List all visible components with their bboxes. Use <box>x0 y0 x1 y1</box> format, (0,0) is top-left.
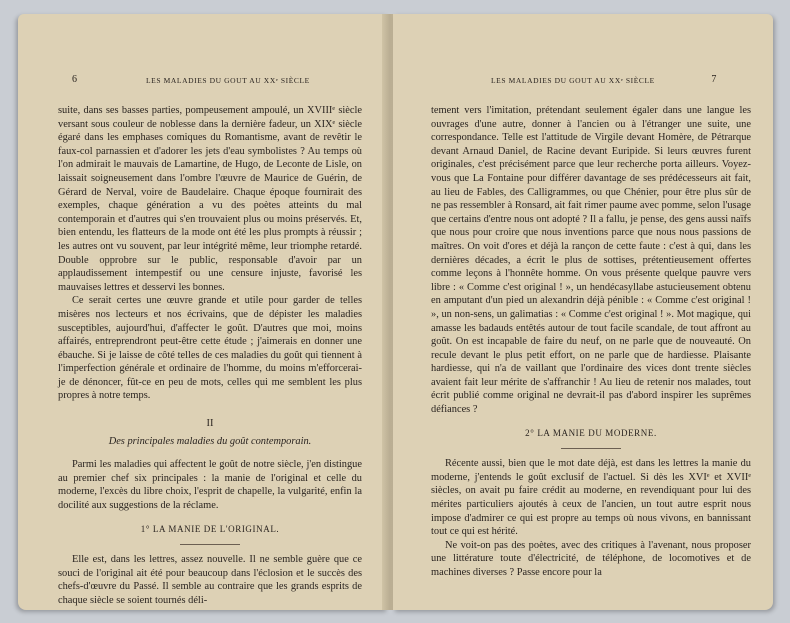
left-paragraph-4: Elle est, dans les lettres, assez nouvelle. Il ne semble guère que ce souci de l'original ait été pour beaucoup dans l'éclosion et le succès des chefs-d'œuvre du Passé. Il semble au contraire que les grands esprits de chaque siècle se soient tournés déli- <box>58 554 362 606</box>
right-paragraph-1: tement vers l'imitation, prétendant seulement égaler dans une langue les ouvrages d'une autre, donner à l'ancien ou à l'étranger une suite, une correspondance. Telle est l'attitude de Virgile devant Homère, de Pétrarque devant Arnaud Daniel, de Racine devant Euripide. Si leurs œuvres furent originales, c'est précisément parce que leur recherche porta ailleurs. Voyez-vous que La Fontaine pour différer davantage de ses prédécesseurs ait fait, au lieu de Fables, des Calligrammes, ou que Chénier, pour être plus sûr de ne pas ressembler à Ronsard, ait fait rimer paume avec pomme, selon l'usage que certains d'entre nous ont adopté ? Il a fallu, je pense, des gens aussi naïfs que nous pour croire que nous inventions parce que nous nous passions de maîtres. On voit d'ores et déjà la rançon de cette faute : c'est à qui, dans les dernières décades, a écrit le plus de sottises, prétentieusement offertes comme leçons à l'honnête homme. On vous présente quelque pauvre vers libre : « Comme c'est original ! », un hendécasyllabe astucieusement obtenu en amputant d'un pied un alexandrin déjà pénible : « Comme c'est original ! », un non-sens, un galimatias : « Comme c'est original ! ». Mot magique, qui amasse les badauds entêtés autour de tout facile scandale, de tout affront au goût. On est incapable de faire du neuf, on ne parle que de nouveauté. On recule devant le plus petit effort, on ne parle que de hardiesse. Plaisante hardiesse, qui n'a de vaillant que l'ordinaire des vices dont trente siècles avaient fait leur mérite de s'affranchir ! Au lieu de retenir nos malades, tout écrit publié comme original ne devrait-il pas d'abord inspirer les suprêmes défiances ? <box>431 105 751 416</box>
right-page-text <box>431 104 751 580</box>
left-page <box>18 14 388 610</box>
right-page-number: 7 <box>711 74 717 85</box>
left-subheading: 1° LA MANIE DE L'ORIGINAL. <box>140 523 280 534</box>
left-page-text <box>58 104 362 608</box>
section-number: II <box>206 418 214 430</box>
left-running-head: LES MALADIES DU GOUT AU XXᵉ SIÈCLE <box>146 76 310 85</box>
right-running-head: LES MALADIES DU GOUT AU XXᵉ SIÈCLE <box>491 76 655 85</box>
subheading-rule <box>180 544 240 545</box>
right-subheading: 2° LA MANIE DU MODERNE. <box>525 427 657 438</box>
left-page-number: 6 <box>72 74 78 85</box>
right-paragraph-2: Récente aussi, bien que le mot date déjà, est dans les lettres la manie du moderne, j'entends le goût exclusif de l'actuel. Si dès les XVIᵉ et XVIIᵉ siècles, on avait pu faire crédit au moderne, en revendiquant pour lui des mérites particuliers ajoutés à ceux de l'ancien, un tout autre esprit nous impose d'admirer ce qui est propre au temps où nous vivons, en bannissant tout ce qui est hérité. <box>431 458 751 538</box>
left-paragraph-3: Parmi les maladies qui affectent le goût de notre siècle, j'en distingue au premier chef six principales : la manie de l'original et celle du moderne, l'excès du libre choix, l'esprit de chapelle, la vulgarité, enfin la docilité aux suggestions de la réclame. <box>58 459 362 512</box>
section-title: Des principales maladies du goût contemporain. <box>108 435 312 447</box>
subheading-rule <box>561 448 621 449</box>
right-page <box>393 14 773 610</box>
left-paragraph-2: Ce serait certes une œuvre grande et utile pour garder de telles misères nos lecteurs et nos écrivains, que de dépister les maladies susceptibles, aujourd'hui, d'affecter le goût. D'autres que moi, moins affairés, entreprendront peut-être cette étude ; j'aimerais en donner une ébauche. Si je laisse de côté telles de ces maladies du goût qui tiennent à l'imperfection générale et ordinaire de l'homme, du moins m'efforcerai-je de dénoncer, fût-ce en peu de mots, celles qui me semblent les plus propres à notre temps. <box>58 295 362 402</box>
right-paragraph-3: Ne voit-on pas des poètes, avec des critiques à l'avenant, nous proposer une littérature toute d'électricité, de téléphone, de locomotives et de machines diverses ? Passe encore pour la <box>431 539 751 578</box>
left-paragraph-1: suite, dans ses basses parties, pompeusement ampoulé, un XVIIIᵉ siècle versant sous couleur de noblesse dans la dernière fadeur, un XIXᵉ siècle égaré dans les emphases comiques du Romantisme, avant de revêtir le faux-col parnassien et d'adorer les jets d'eau symbolistes ? Au temps où l'on admirait le mauvais de Lamartine, de Hugo, de Leconte de Lisle, on laissait soigneusement dans l'ombre l'œuvre de Maurice de Guérin, de Gérard de Nerval, voire de Baudelaire. Chaque époque fournirait des exemples, chaque génération a vu des poètes atteints du mal contemporain et d'autres qui s'en trouvaient plus ou moins préservés. Et, bien entendu, les flatteurs de la mode ont été les plus prompts à réussir ; les autres ont vu souvent, par leur intégrité même, leur triomphe retardé. Double opprobre sur le public, responsable d'avoir par un applaudissement intempestif ou une censure injuste, favorisé les mauvaises lettres et desservi les bonnes. <box>58 105 362 293</box>
